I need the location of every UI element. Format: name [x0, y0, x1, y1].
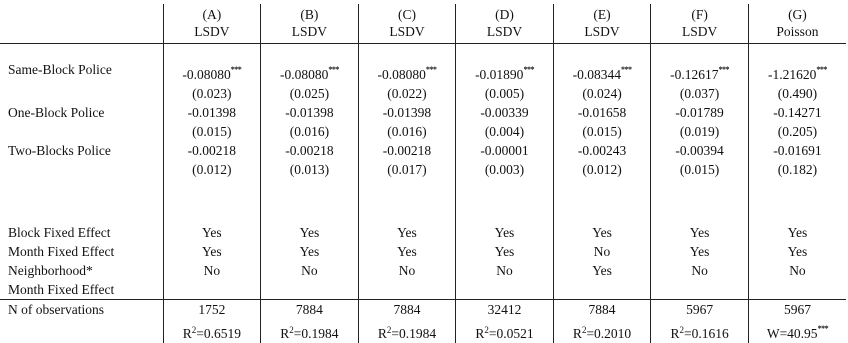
fe-cell: Yes: [456, 242, 554, 261]
se-cell: (0.022): [358, 84, 456, 103]
fit-value: =0.1984: [293, 326, 339, 341]
fit-value: =40.95: [779, 326, 818, 341]
column-method: LSDV: [261, 23, 359, 44]
fit-value: =0.1984: [391, 326, 437, 341]
fit-cell: [163, 319, 261, 343]
fe-cell: Yes: [553, 223, 651, 242]
se-cell: (0.024): [553, 84, 651, 103]
fit-superscript: 2: [679, 325, 684, 335]
coef-cell: -0.00339: [456, 103, 554, 122]
significance-stars: ***: [718, 65, 730, 74]
table-row-one-block-se: [0, 122, 846, 141]
n-cell: 1752: [163, 300, 261, 320]
n-cell: 7884: [358, 300, 456, 320]
fe-cell: Yes: [261, 223, 359, 242]
se-cell: (0.015): [553, 122, 651, 141]
fe-cell: Yes: [163, 223, 261, 242]
fit-value: =0.6519: [196, 326, 241, 341]
coef-cell: -0.00218: [163, 141, 261, 160]
regression-table: [0, 4, 846, 343]
coef-cell: [261, 60, 359, 84]
column-letter: (B): [261, 4, 359, 23]
column-method: LSDV: [163, 23, 261, 44]
coef-value: -0.08080: [279, 67, 329, 82]
fe-cell: No: [553, 242, 651, 261]
se-cell: (0.205): [748, 122, 846, 141]
table-row-neighborhood-fe: [0, 261, 846, 280]
header-corner: [0, 23, 163, 44]
fe-cell: Yes: [748, 242, 846, 261]
coef-cell: [748, 60, 846, 84]
row-label: Month Fixed Effect: [8, 282, 115, 297]
fe-cell: Yes: [651, 242, 749, 261]
coef-cell: -0.14271: [748, 103, 846, 122]
column-method: LSDV: [651, 23, 749, 44]
column-method: LSDV: [456, 23, 554, 44]
significance-stars: ***: [425, 65, 437, 74]
n-cell: 5967: [748, 300, 846, 320]
fit-cell: [456, 319, 554, 343]
fe-cell: No: [651, 261, 749, 280]
table-row-fit-stat: [0, 319, 846, 343]
fit-cell: [553, 319, 651, 343]
se-cell: (0.016): [261, 122, 359, 141]
coef-value: -1.21620: [768, 67, 817, 82]
coef-cell: [553, 60, 651, 84]
se-cell: (0.012): [553, 160, 651, 179]
fit-prefix: W: [766, 326, 780, 341]
column-letter: (F): [651, 4, 749, 23]
column-method: LSDV: [553, 23, 651, 44]
se-cell: (0.490): [748, 84, 846, 103]
coef-cell: [456, 60, 554, 84]
coef-cell: -0.00218: [261, 141, 359, 160]
fit-prefix: R: [670, 326, 680, 341]
fe-cell: Yes: [651, 223, 749, 242]
significance-stars: ***: [620, 65, 632, 74]
row-label: Month Fixed Effect: [8, 244, 115, 259]
se-cell: (0.017): [358, 160, 456, 179]
significance-stars: ***: [230, 65, 242, 74]
fe-cell: Yes: [358, 242, 456, 261]
table-row-n-obs: [0, 300, 846, 320]
coef-cell: -0.01398: [163, 103, 261, 122]
significance-stars: ***: [816, 65, 827, 74]
fit-prefix: R: [280, 326, 290, 341]
column-letter: (D): [456, 4, 554, 23]
coef-cell: [358, 60, 456, 84]
coef-cell: -0.01398: [261, 103, 359, 122]
fit-value: =0.0521: [488, 326, 534, 341]
spacer-row: [0, 179, 846, 223]
coef-cell: -0.01398: [358, 103, 456, 122]
table-row-same-block-coef: [0, 60, 846, 84]
row-label: One-Block Police: [8, 105, 105, 120]
header-row-methods: [0, 23, 846, 44]
se-cell: (0.003): [456, 160, 554, 179]
fit-cell: [358, 319, 456, 343]
fe-cell: Yes: [553, 261, 651, 280]
table-row-one-block-coef: [0, 103, 846, 122]
coef-cell: -0.00001: [456, 141, 554, 160]
fe-cell: No: [456, 261, 554, 280]
column-letter: (A): [163, 4, 261, 23]
coef-value: -0.08344: [572, 67, 621, 82]
column-letter: (G): [748, 4, 846, 23]
row-label: Two-Blocks Police: [8, 143, 111, 158]
fit-superscript: 2: [581, 325, 587, 335]
fe-cell: No: [358, 261, 456, 280]
column-letter: (E): [553, 4, 651, 23]
n-cell: 7884: [261, 300, 359, 320]
column-letter: (C): [358, 4, 456, 23]
se-cell: (0.004): [456, 122, 554, 141]
coef-cell: -0.00394: [651, 141, 749, 160]
n-cell: 32412: [456, 300, 554, 320]
fe-cell: Yes: [163, 242, 261, 261]
table-row-month-fe: [0, 242, 846, 261]
fit-superscript: 2: [484, 325, 489, 335]
coef-value: -0.01890: [475, 67, 524, 82]
coef-value: -0.12617: [670, 67, 719, 82]
row-label: Block Fixed Effect: [8, 225, 111, 240]
significance-stars: ***: [817, 324, 829, 333]
coef-cell: -0.01658: [553, 103, 651, 122]
fe-cell: Yes: [261, 242, 359, 261]
fe-cell: Yes: [358, 223, 456, 242]
table-row-same-block-se: [0, 84, 846, 103]
se-cell: (0.037): [651, 84, 749, 103]
fit-cell: [261, 319, 359, 343]
fit-prefix: R: [182, 326, 192, 341]
significance-stars: ***: [523, 65, 534, 74]
se-cell: (0.182): [748, 160, 846, 179]
fe-cell: No: [261, 261, 359, 280]
se-cell: (0.015): [651, 160, 749, 179]
table-row-two-blocks-se: [0, 160, 846, 179]
significance-stars: ***: [328, 65, 339, 74]
fit-value: =0.1616: [683, 326, 729, 341]
row-label: Same-Block Police: [8, 62, 112, 77]
table-row-neighborhood-fe-cont: [0, 280, 846, 300]
column-method: Poisson: [748, 23, 846, 44]
n-cell: 7884: [553, 300, 651, 320]
coef-value: -0.08080: [377, 67, 426, 82]
fe-cell: Yes: [748, 223, 846, 242]
fit-prefix: R: [475, 326, 485, 341]
header-corner: [0, 4, 163, 23]
row-label: N of observations: [0, 300, 163, 320]
coef-cell: -0.01789: [651, 103, 749, 122]
se-cell: (0.012): [163, 160, 261, 179]
spacer-row: [0, 44, 846, 61]
coef-cell: -0.00243: [553, 141, 651, 160]
fit-superscript: 2: [191, 325, 197, 335]
coef-value: -0.08080: [182, 67, 231, 82]
table-row-two-blocks-coef: [0, 141, 846, 160]
coef-cell: -0.01691: [748, 141, 846, 160]
fit-cell: [748, 319, 846, 343]
coef-cell: [163, 60, 261, 84]
row-label: Neighborhood*: [8, 263, 93, 278]
coef-cell: [651, 60, 749, 84]
column-method: LSDV: [358, 23, 456, 44]
se-cell: (0.015): [163, 122, 261, 141]
fit-cell: [651, 319, 749, 343]
fit-superscript: 2: [289, 325, 294, 335]
se-cell: (0.013): [261, 160, 359, 179]
fit-value: =0.2010: [586, 326, 632, 341]
coef-cell: -0.00218: [358, 141, 456, 160]
fit-prefix: R: [572, 326, 582, 341]
n-cell: 5967: [651, 300, 749, 320]
se-cell: (0.005): [456, 84, 554, 103]
fit-superscript: 2: [386, 325, 392, 335]
se-cell: (0.016): [358, 122, 456, 141]
se-cell: (0.025): [261, 84, 359, 103]
header-row-letters: [0, 4, 846, 23]
table-row-block-fe: [0, 223, 846, 242]
fe-cell: Yes: [456, 223, 554, 242]
fe-cell: No: [748, 261, 846, 280]
fe-cell: No: [163, 261, 261, 280]
se-cell: (0.023): [163, 84, 261, 103]
se-cell: (0.019): [651, 122, 749, 141]
fit-prefix: R: [377, 326, 387, 341]
